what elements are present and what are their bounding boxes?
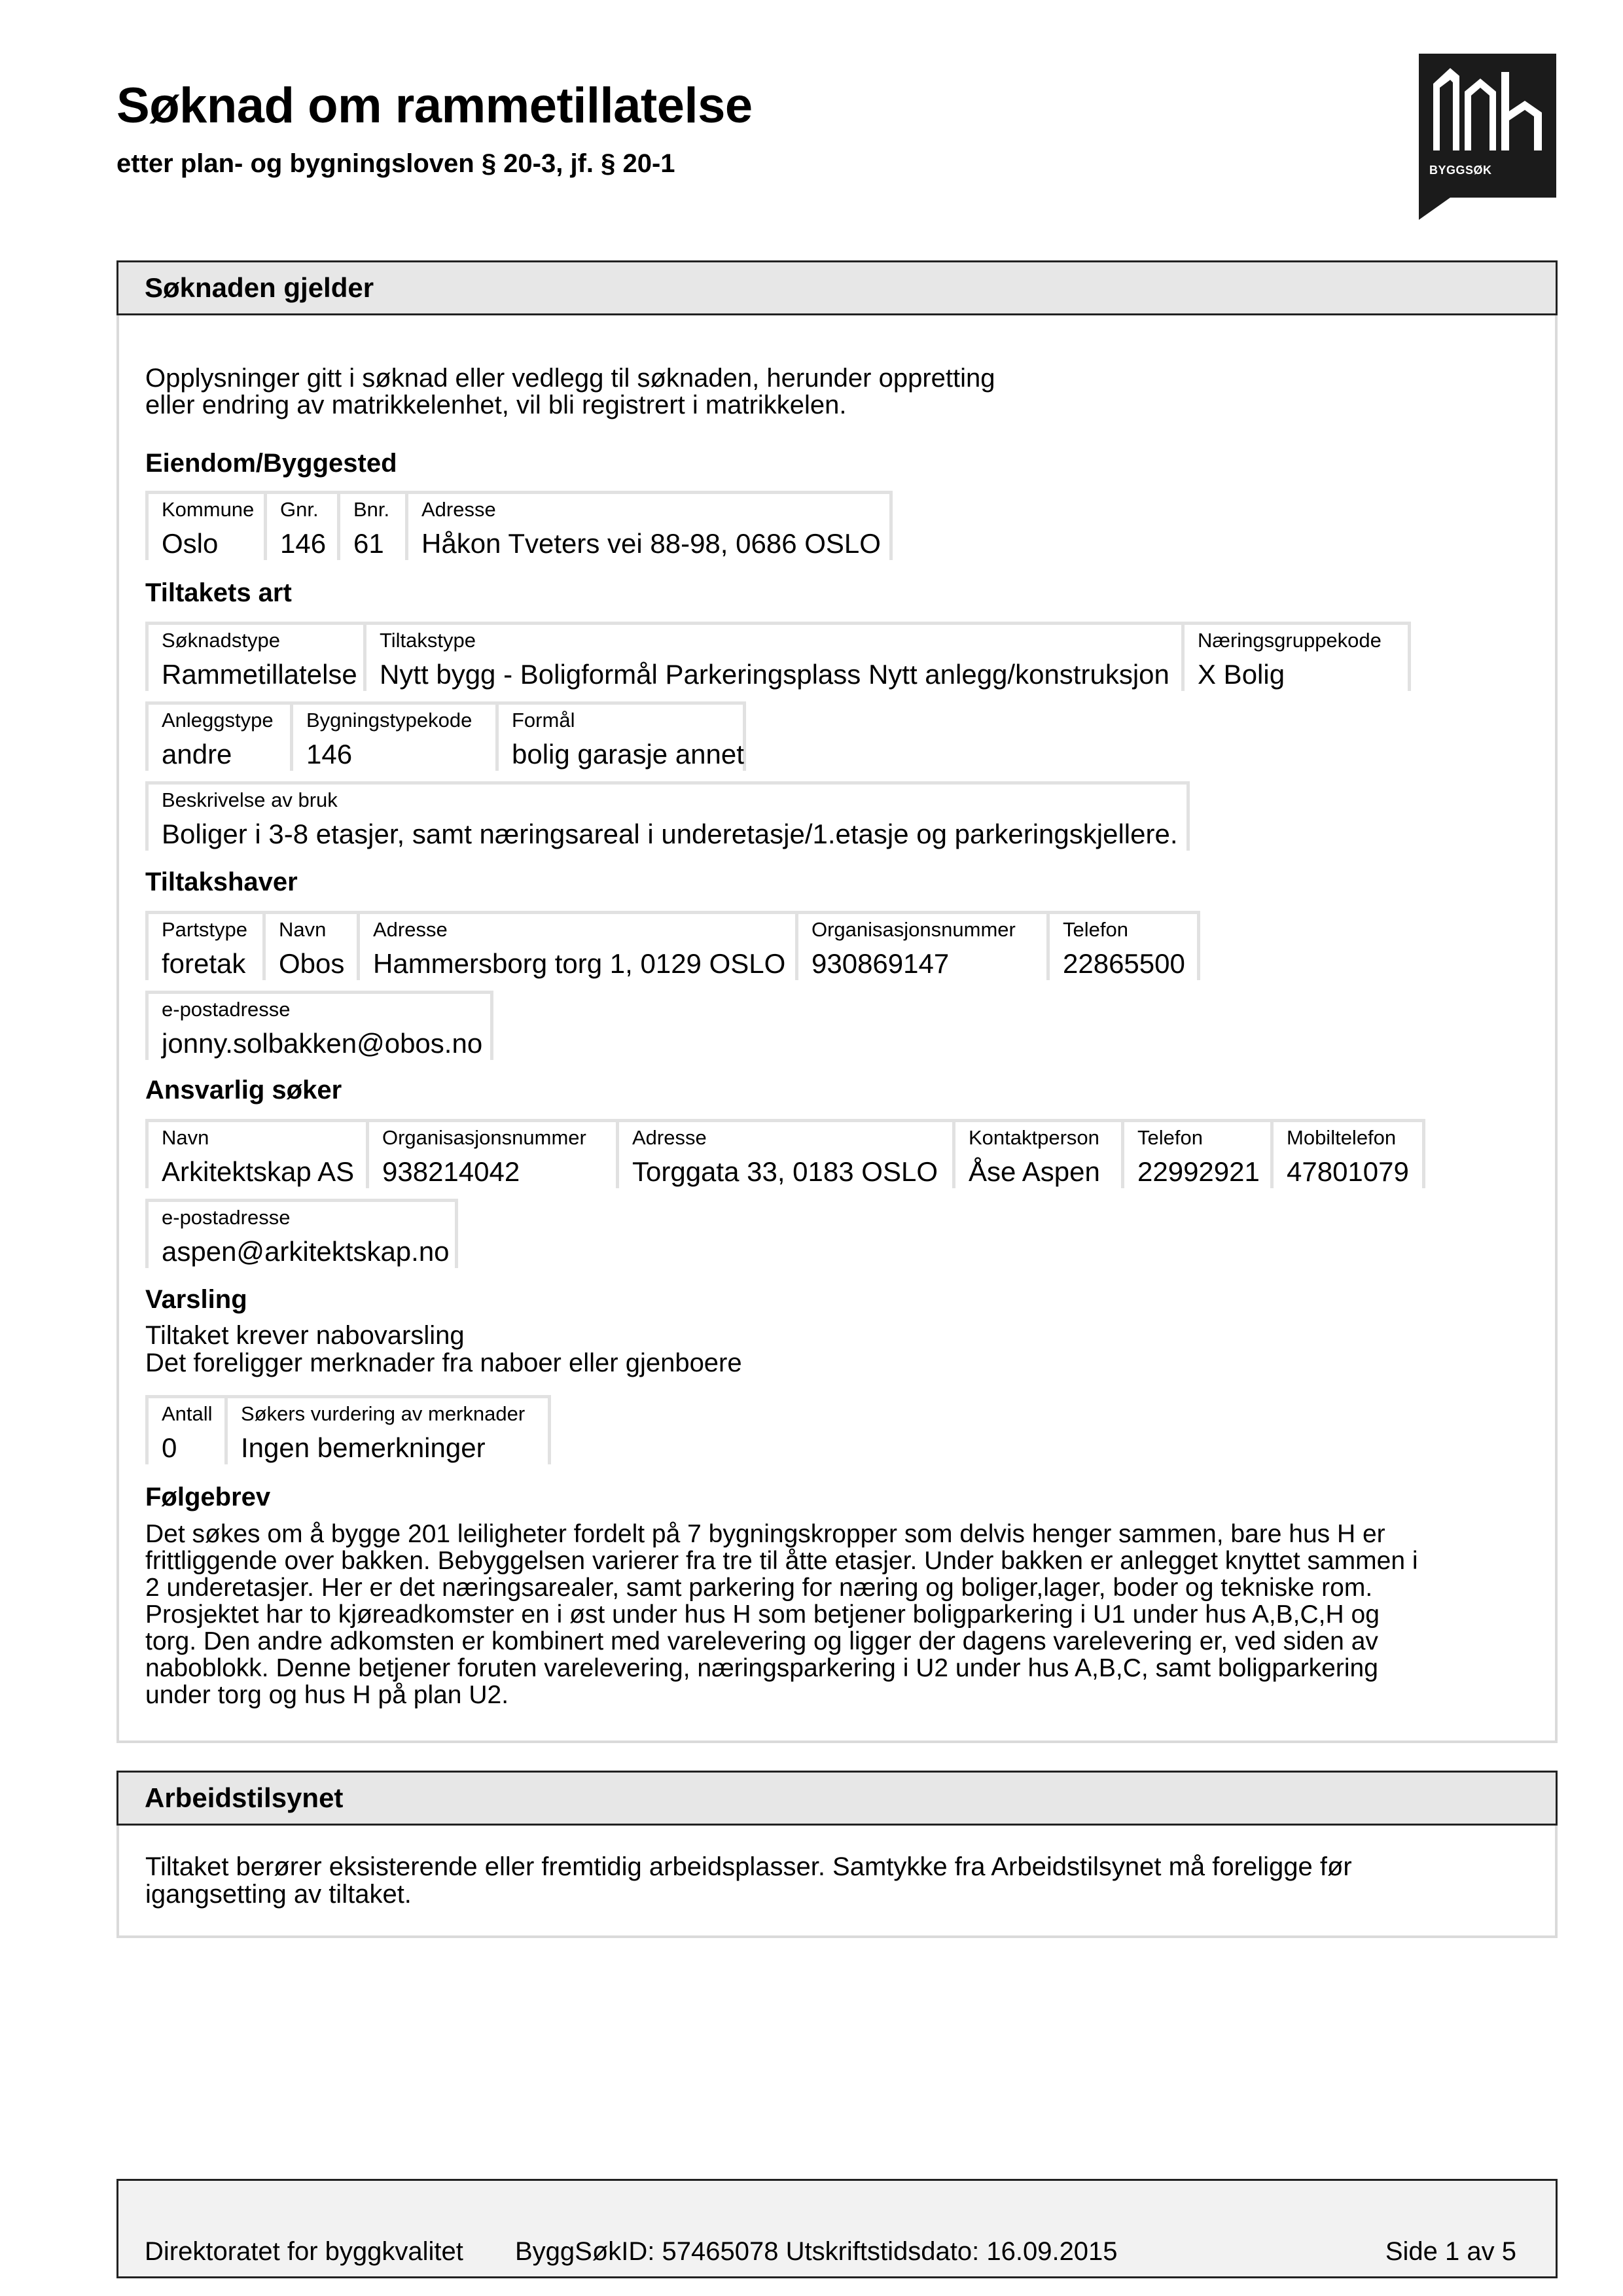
label-soker-navn: Navn	[162, 1126, 209, 1149]
eiendom-fields	[145, 491, 893, 560]
value-soknadstype: Rammetillatelse	[162, 659, 357, 690]
tiltakets-art-row2	[145, 701, 746, 771]
value-soker-telefon: 22992921	[1137, 1156, 1260, 1187]
heading-eiendom: Eiendom/Byggested	[145, 449, 397, 478]
tiltakets-art-row1	[145, 622, 1411, 691]
varsling-fields	[145, 1395, 551, 1464]
logo-tab	[1419, 198, 1450, 220]
value-adresse: Håkon Tveters vei 88-98, 0686 OSLO	[421, 528, 881, 559]
value-kommune: Oslo	[162, 528, 219, 559]
folgebrev-text: Det søkes om å bygge 201 leiligheter fordelt på 7 bygningskropper som delvis henger sammen, bare hus H er frittliggende over bakken. Bebyggelsen varierer fra tre til åtte etasjer. Under bakken er anlegget knyttet sammen i 2 underetasjer. Her er det næringsarealer, samt parkering for næring og boliger,lager, boder og tekniske rom. Prosjektet har to kjøreadkomster en i øst under hus H som betjener boligparkering i U1 under hus A,B,C,H og torg. Den andre adkomsten er kombinert med varelevering og ligger der dagens varelevering er, ved siden av naboblokk. Denne betjener foruten varelevering, næringsparkering i U2 under hus A,B,C, samt boligparkering under torg og hus H på plan U2.	[145, 1520, 1418, 1709]
label-telefon: Telefon	[1063, 918, 1128, 941]
value-anleggstype: andre	[162, 739, 232, 769]
page-subtitle: etter plan- og bygningsloven § 20-3, jf. § 20-1	[116, 149, 675, 178]
value-bnr: 61	[353, 528, 384, 559]
label-gnr: Gnr.	[280, 498, 319, 521]
label-naeringsgruppekode: Næringsgruppekode	[1198, 629, 1382, 652]
value-soker-e-postadresse: aspen@arkitektskap.no	[162, 1236, 450, 1267]
section-heading: Arbeidstilsynet	[116, 1771, 1558, 1826]
intro-text: Opplysninger gitt i søknad eller vedlegg til søknaden, herunder oppretting eller endring av matrikkelenhet, vil bli registrert i matrikkelen.	[145, 364, 995, 419]
label-partstype: Partstype	[162, 918, 247, 941]
label-soker-adresse: Adresse	[632, 1126, 707, 1149]
field-beskrivelse-av-bruk	[145, 781, 1190, 851]
page-footer	[116, 2179, 1558, 2278]
byggsok-logo	[1419, 54, 1556, 198]
value-telefon: 22865500	[1063, 948, 1185, 979]
field-sokers-vurdering	[228, 1395, 551, 1464]
value-mobiltelefon: 47801079	[1287, 1156, 1409, 1187]
value-navn: Obos	[279, 948, 345, 979]
label-soker-telefon: Telefon	[1137, 1126, 1203, 1149]
label-sokers-vurdering: Søkers vurdering av merknader	[241, 1402, 526, 1425]
label-tiltakstype: Tiltakstype	[380, 629, 476, 652]
field-soker-telefon	[1124, 1119, 1274, 1188]
section-arbeidstilsynet	[116, 1771, 1558, 1938]
label-anleggstype: Anleggstype	[162, 709, 274, 732]
field-organisasjonsnummer	[798, 911, 1050, 980]
label-soker-organisasjonsnummer: Organisasjonsnummer	[382, 1126, 586, 1149]
field-telefon	[1050, 911, 1200, 980]
label-bygningstypekode: Bygningstypekode	[306, 709, 473, 732]
field-formal	[499, 701, 746, 771]
field-anleggstype	[145, 701, 293, 771]
value-soker-organisasjonsnummer: 938214042	[382, 1156, 520, 1187]
value-e-postadresse: jonny.solbakken@obos.no	[162, 1028, 483, 1059]
value-sokers-vurdering: Ingen bemerkninger	[241, 1432, 486, 1463]
section-soknaden-gjelder	[116, 260, 1558, 1743]
heading-ansvarlig-soker: Ansvarlig søker	[145, 1076, 342, 1104]
heading-tiltakshaver: Tiltakshaver	[145, 868, 298, 896]
tiltakshaver-row1	[145, 911, 1200, 980]
field-bygningstypekode	[293, 701, 499, 771]
label-mobiltelefon: Mobiltelefon	[1287, 1126, 1397, 1149]
label-beskrivelse-av-bruk: Beskrivelse av bruk	[162, 788, 338, 811]
value-soker-navn: Arkitektskap AS	[162, 1156, 355, 1187]
label-tiltakshaver-adresse: Adresse	[373, 918, 448, 941]
field-antall	[145, 1395, 228, 1464]
heading-folgebrev: Følgebrev	[145, 1483, 271, 1511]
field-tiltakshaver-adresse	[360, 911, 798, 980]
tiltakets-art-row3	[145, 781, 1190, 851]
value-partstype: foretak	[162, 948, 246, 979]
footer-org: Direktoratet for byggkvalitet	[145, 2237, 463, 2266]
value-beskrivelse-av-bruk: Boliger i 3-8 etasjer, samt næringsareal i underetasje/1.etasje og parkeringskjellere.	[162, 819, 1178, 849]
label-antall: Antall	[162, 1402, 213, 1425]
field-tiltakstype	[366, 622, 1185, 691]
value-tiltakstype: Nytt bygg - Boligformål Parkeringsplass Nytt anlegg/konstruksjon	[380, 659, 1169, 690]
value-tiltakshaver-adresse: Hammersborg torg 1, 0129 OSLO	[373, 948, 786, 979]
label-organisasjonsnummer: Organisasjonsnummer	[812, 918, 1016, 941]
section-heading: Søknaden gjelder	[116, 260, 1558, 315]
value-organisasjonsnummer: 930869147	[812, 948, 950, 979]
label-navn: Navn	[279, 918, 327, 941]
footer-page-number: Side 1 av 5	[1385, 2237, 1516, 2266]
field-soker-e-postadresse	[145, 1199, 458, 1268]
field-kommune	[145, 491, 267, 560]
ansvarlig-soker-row1	[145, 1119, 1425, 1188]
field-naeringsgruppekode	[1185, 622, 1411, 691]
field-e-postadresse	[145, 991, 493, 1060]
heading-varsling: Varsling	[145, 1285, 247, 1314]
value-bygningstypekode: 146	[306, 739, 353, 769]
value-gnr: 146	[280, 528, 327, 559]
label-soknadstype: Søknadstype	[162, 629, 280, 652]
field-soknadstype	[145, 622, 366, 691]
label-e-postadresse: e-postadresse	[162, 998, 291, 1021]
arbeidstilsynet-text: Tiltaket berører eksisterende eller fremtidig arbeidsplasser. Samtykke fra Arbeidstilsynet må foreligge før igangsetting av tiltaket.	[145, 1852, 1352, 1909]
tiltakshaver-row2	[145, 991, 493, 1060]
label-kontaktperson: Kontaktperson	[969, 1126, 1099, 1149]
label-bnr: Bnr.	[353, 498, 390, 521]
value-kontaktperson: Åse Aspen	[969, 1156, 1100, 1187]
logo-text: BYGGSØK	[1429, 164, 1492, 177]
value-soker-adresse: Torggata 33, 0183 OSLO	[632, 1156, 938, 1187]
label-adresse: Adresse	[421, 498, 496, 521]
field-gnr	[267, 491, 340, 560]
value-naeringsgruppekode: X Bolig	[1198, 659, 1285, 690]
footer-info: ByggSøkID: 57465078 Utskriftstidsdato: 16.09.2015	[515, 2237, 1118, 2266]
field-navn	[266, 911, 360, 980]
field-partstype	[145, 911, 266, 980]
ansvarlig-soker-row2	[145, 1199, 458, 1268]
field-soker-navn	[145, 1119, 369, 1188]
field-adresse	[408, 491, 893, 560]
value-formal: bolig garasje annet	[512, 739, 744, 769]
field-kontaktperson	[955, 1119, 1124, 1188]
byggsok-logo-icon	[1431, 65, 1544, 153]
label-soker-e-postadresse: e-postadresse	[162, 1206, 291, 1229]
heading-tiltakets-art: Tiltakets art	[145, 578, 292, 607]
varsling-text: Tiltaket krever nabovarsling Det foreligger merknader fra naboer eller gjenboere	[145, 1321, 742, 1377]
field-soker-organisasjonsnummer	[369, 1119, 619, 1188]
value-antall: 0	[162, 1432, 177, 1463]
label-formal: Formål	[512, 709, 575, 732]
field-bnr	[340, 491, 408, 560]
field-mobiltelefon	[1274, 1119, 1425, 1188]
field-soker-adresse	[619, 1119, 955, 1188]
page-title: Søknad om rammetillatelse	[116, 78, 753, 133]
label-kommune: Kommune	[162, 498, 255, 521]
